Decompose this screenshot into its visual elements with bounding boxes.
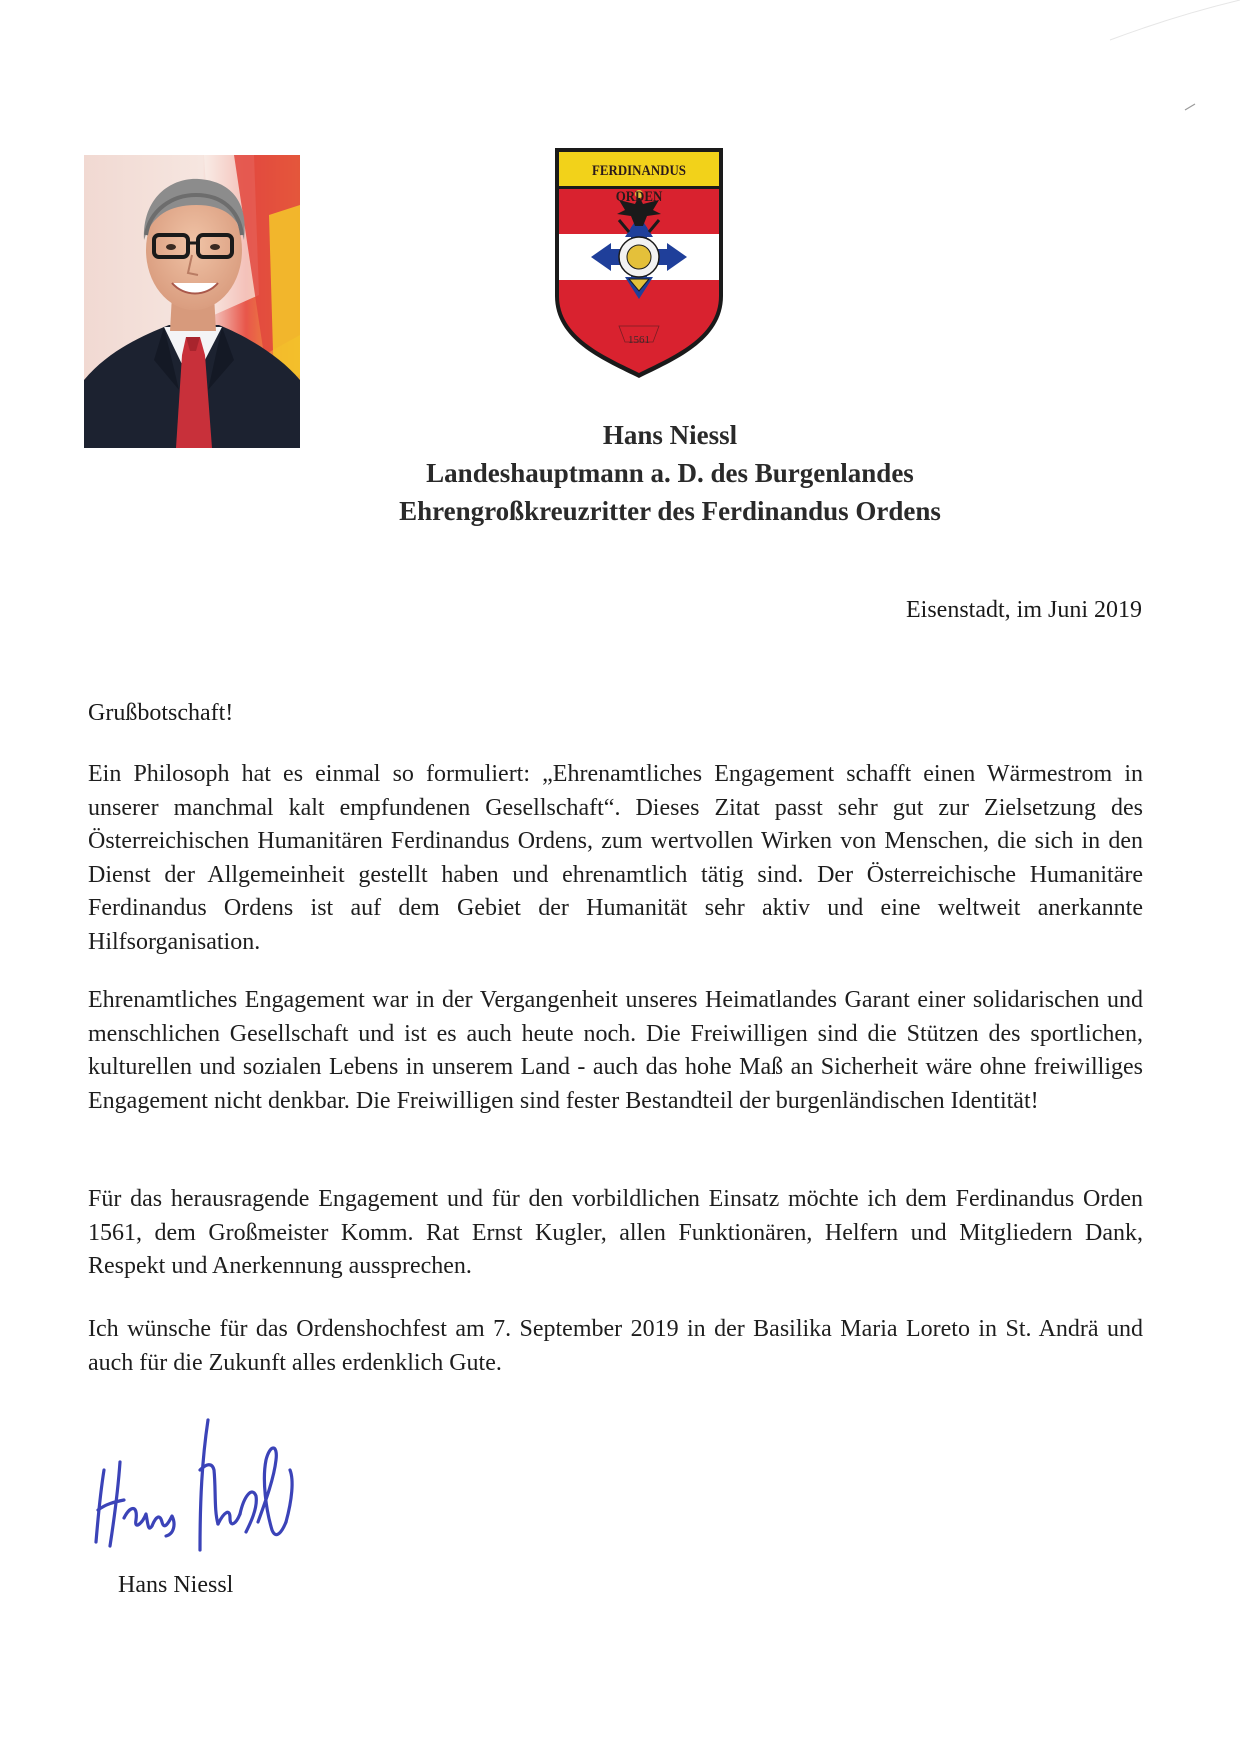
crest-year: 1561 <box>628 334 650 346</box>
paragraph-2: Ehrenamtliches Engagement war in der Vergangenheit unseres Heimatlandes Garant einer solidarischen und menschlichen Gesellschaft und ist es auch heute noch. Die Freiwilligen sind die Stützen des sportlichen, kulturellen und sozialen Lebens in unserem Land - auch das hohe Maß an Sicherheit wäre ohne freiwilliges Engagement nicht denkbar. Die Freiwilligen sind fester Bestandteil der burgenländischen Identität! <box>88 987 1143 1114</box>
sender-title-line1: Landeshauptmann a. D. des Burgenlandes <box>426 458 914 488</box>
scan-mark-decoration <box>910 0 1240 130</box>
portrait-photo <box>84 155 300 448</box>
paragraph-4: Ich wünsche für das Ordenshochfest am 7. September 2019 in der Basilika Maria Loreto in St. Andrä und auch für die Zukunft alles erdenklich Gute. <box>88 1316 1143 1376</box>
letter-header <box>280 416 1060 530</box>
crest-banner-label: FERDINANDUS ORDEN <box>592 163 686 205</box>
signature-icon <box>90 1400 320 1570</box>
handwritten-signature <box>90 1400 320 1570</box>
sender-title-line2: Ehrengroßkreuzritter des Ferdinandus Ordens <box>399 496 941 526</box>
ferdinandus-orden-crest <box>553 146 725 380</box>
signer-name: Hans Niessl <box>118 1572 234 1598</box>
paragraph-3: Für das herausragende Engagement und für den vorbildlichen Einsatz möchte ich dem Ferdinandus Orden 1561, dem Großmeister Komm. Rat Ernst Kugler, allen Funktionären, Helfern und Mitgliedern Dank, Respekt und Anerkennung aussprechen. <box>88 1186 1143 1279</box>
portrait-image <box>84 155 300 448</box>
paragraph-1: Ein Philosoph hat es einmal so formuliert: „Ehrenamtliches Engagement schafft einen Wärmestrom in unserer manchmal kalt empfundenen Gesellschaft“. Dieses Zitat passt sehr gut zur Zielsetzung des Österreichischen Humanitären Ferdinandus Ordens, zum wertvollen Wirken von Menschen, die sich in den Dienst der Allgemeinheit gestellt haben und ehrenamtlich tätig sind. Der Österreichische Humanitäre Ferdinandus Ordens ist auf dem Gebiet der Humanität sehr aktiv und eine weltweit anerkannte Hilfsorganisation. <box>88 761 1143 955</box>
greeting: Grußbotschaft! <box>88 700 234 726</box>
sender-name: Hans Niessl <box>602 420 738 450</box>
place-date: Eisenstadt, im Juni 2019 <box>906 597 1142 623</box>
